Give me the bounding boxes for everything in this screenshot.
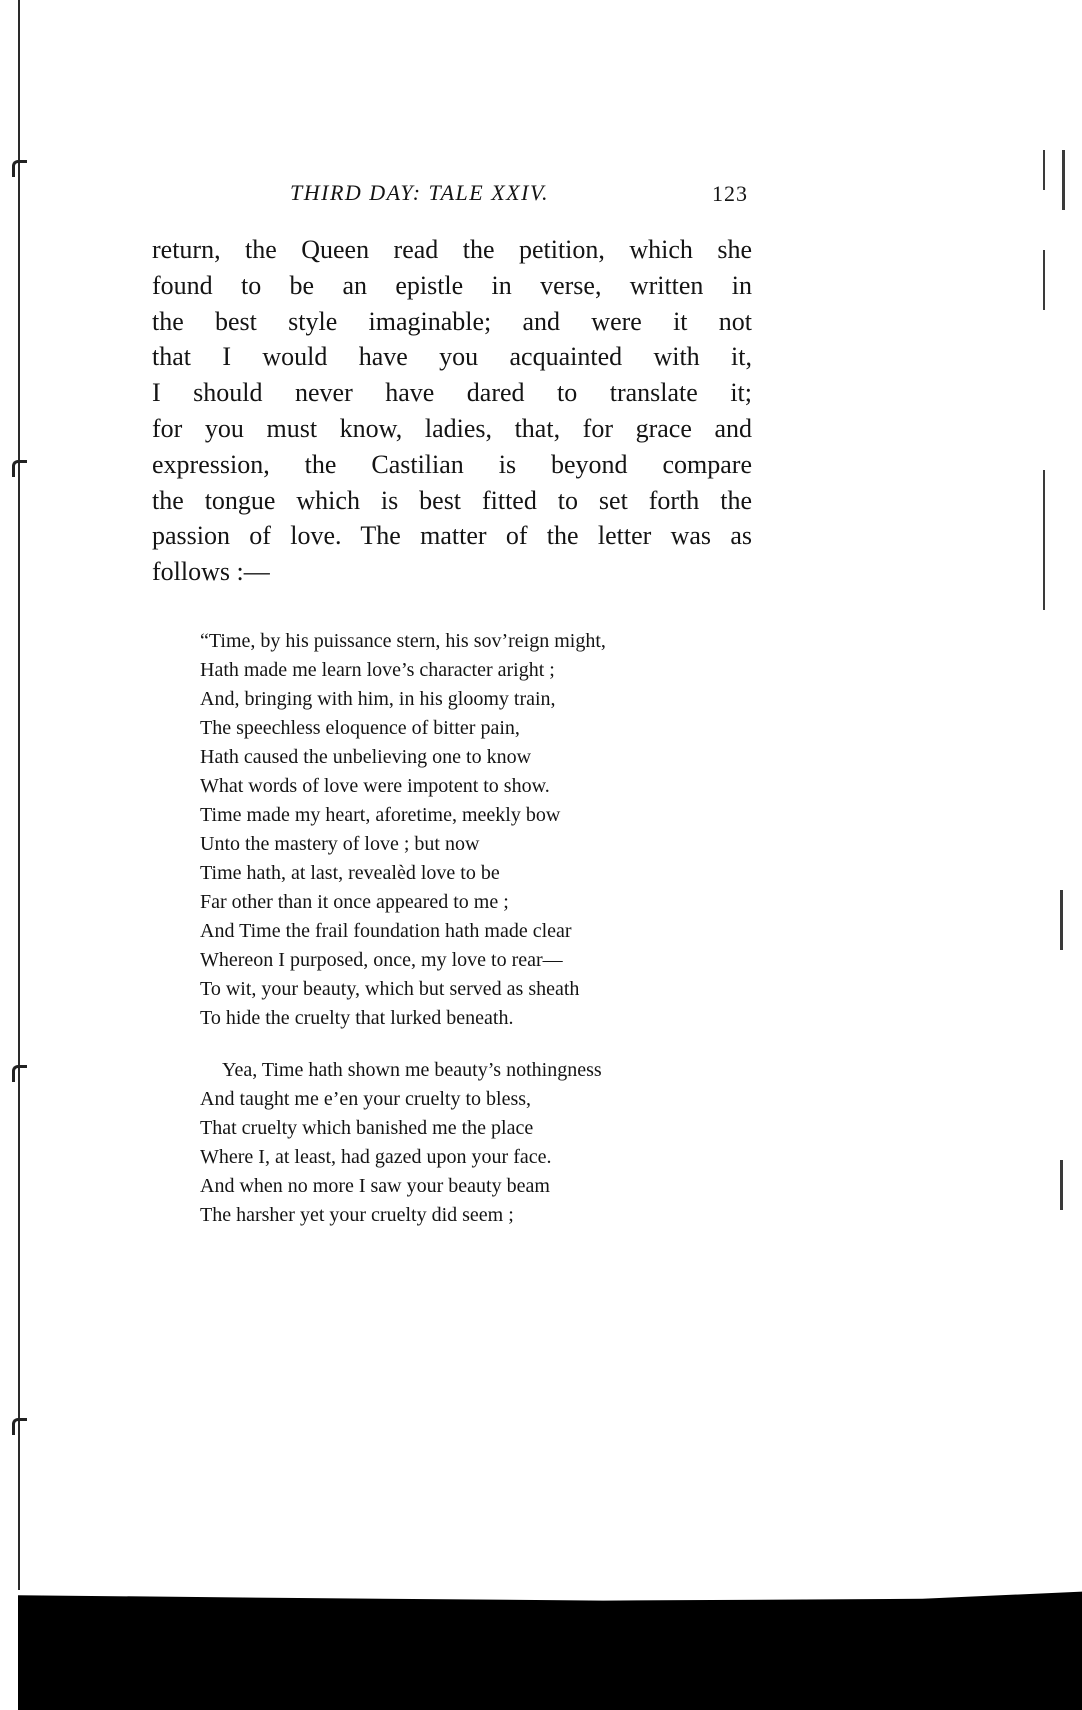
verse-line: And Time the frail foundation hath made clear xyxy=(200,920,572,942)
verse-line: And when no more I saw your beauty beam xyxy=(200,1175,550,1197)
prose-line: found to be an epistle in verse, written in xyxy=(152,270,752,300)
verse-line: Time made my heart, aforetime, meekly bow xyxy=(200,804,561,826)
right-edge-mark xyxy=(1060,890,1063,950)
chapter-heading: THIRD DAY: TALE XXIV. xyxy=(290,180,550,205)
verse-line: Where I, at least, had gazed upon your face. xyxy=(200,1146,552,1168)
verse-stanza-1 xyxy=(200,627,760,1033)
page-number: 123 xyxy=(712,181,748,206)
prose-line: for you must know, ladies, that, for grace and xyxy=(152,413,752,443)
verse-line: To hide the cruelty that lurked beneath. xyxy=(200,1007,514,1029)
verse-line: And, bringing with him, in his gloomy train, xyxy=(200,688,556,710)
verse-line: Unto the mastery of love ; but now xyxy=(200,833,480,855)
verse-line: To wit, your beauty, which but served as sheath xyxy=(200,978,580,1000)
verse-line: The harsher yet your cruelty did seem ; xyxy=(200,1204,514,1226)
prose-line: that I would have you acquainted with it, xyxy=(152,342,752,372)
verse-line: Time hath, at last, revealèd love to be xyxy=(200,862,500,884)
binding-mark xyxy=(12,1065,27,1082)
verse-line: “Time, by his puissance stern, his sov’reign might, xyxy=(200,630,606,652)
right-edge-mark xyxy=(1043,250,1045,310)
prose-line: the best style imaginable; and were it not xyxy=(152,306,752,336)
binding-mark xyxy=(12,460,27,477)
left-binding-edge xyxy=(18,0,20,1590)
prose-line: follows :— xyxy=(152,557,270,587)
right-edge-mark xyxy=(1060,1160,1063,1210)
verse-line: What words of love were impotent to show. xyxy=(200,775,550,797)
verse-line: And taught me e’en your cruelty to bless, xyxy=(200,1088,532,1110)
verse-line: Hath made me learn love’s character aright ; xyxy=(200,659,555,681)
prose-line: expression, the Castilian is beyond compare xyxy=(152,449,752,479)
binding-mark xyxy=(12,160,27,177)
verse-line: That cruelty which banished me the place xyxy=(200,1117,534,1139)
scan-bottom-band xyxy=(18,1602,1082,1710)
right-edge-mark xyxy=(1043,470,1045,610)
prose-line: return, the Queen read the petition, which she xyxy=(152,235,752,264)
binding-mark xyxy=(12,1418,27,1435)
prose-line: I should never have dared to translate it; xyxy=(152,378,752,408)
verse-line: Hath caused the unbelieving one to know xyxy=(200,746,532,768)
right-edge-mark xyxy=(1062,150,1065,210)
prose-paragraph xyxy=(152,232,752,590)
verse-line: Far other than it once appeared to me ; xyxy=(200,891,509,913)
verse-line: Yea, Time hath shown me beauty’s nothingness xyxy=(222,1059,602,1081)
running-head xyxy=(150,180,750,210)
verse-line: Whereon I purposed, once, my love to rear— xyxy=(200,949,563,971)
prose-line: passion of love. The matter of the letter was as xyxy=(152,521,752,551)
prose-line: the tongue which is best fitted to set forth the xyxy=(152,485,752,515)
right-edge-mark xyxy=(1043,150,1045,190)
verse-stanza-2 xyxy=(200,1056,760,1230)
verse-line: The speechless eloquence of bitter pain, xyxy=(200,717,520,739)
